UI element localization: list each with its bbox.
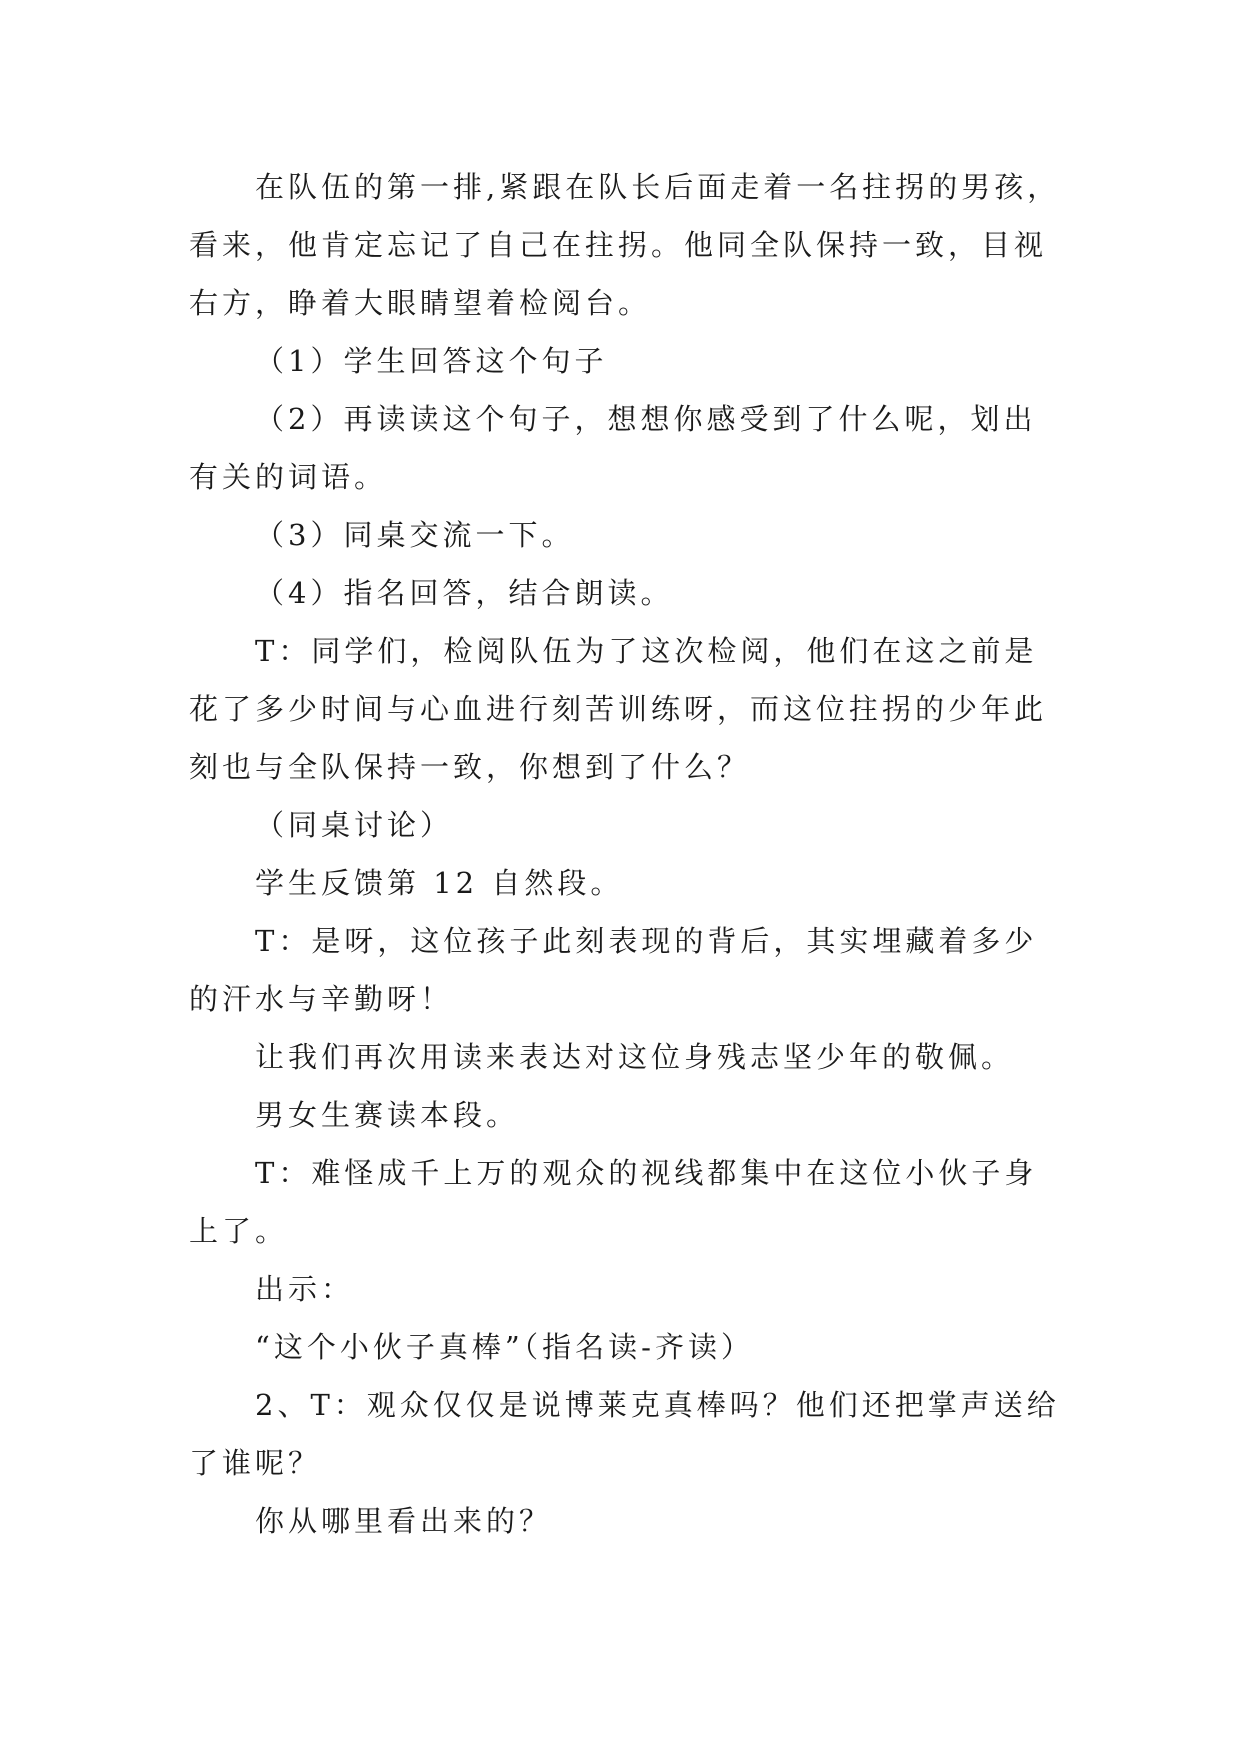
- text-line: 2、T：观众仅仅是说博莱克真棒吗？他们还把掌声送给: [255, 1388, 1060, 1422]
- paragraph-16: [189, 1492, 1089, 1550]
- paragraph-14: [189, 1318, 1089, 1376]
- text-line: 右方，睁着大眼睛望着检阅台。: [189, 286, 652, 320]
- paragraph-13: [189, 1260, 1089, 1318]
- text-line: （同桌讨论）: [255, 808, 454, 842]
- text-line: 你从哪里看出来的？: [255, 1504, 553, 1538]
- text-line: 有关的词语。: [189, 460, 388, 494]
- text-line: 了谁呢？: [189, 1446, 322, 1480]
- text-line: 出示：: [255, 1272, 355, 1306]
- text-line: 刻也与全队保持一致，你想到了什么？: [189, 750, 751, 784]
- paragraph-3: [189, 390, 1089, 506]
- text-line: 学生反馈第 12 自然段。: [255, 866, 624, 900]
- paragraph-11: [189, 1086, 1089, 1144]
- text-line: 的汗水与辛勤呀！: [189, 982, 454, 1016]
- text-line: T：是呀，这位孩子此刻表现的背后，其实埋藏着多少: [255, 924, 1038, 958]
- text-line: （1）学生回答这个句子: [255, 344, 608, 378]
- paragraph-8: [189, 854, 1089, 912]
- text-line: 花了多少时间与心血进行刻苦训练呀，而这位拄拐的少年此: [189, 692, 1048, 726]
- paragraph-9: [189, 912, 1089, 1028]
- paragraph-12: [189, 1144, 1089, 1260]
- text-line: “这个小伙子真棒”（指名读-齐读）: [255, 1330, 754, 1364]
- text-line: 看来，他肯定忘记了自己在拄拐。他同全队保持一致，目视: [189, 228, 1048, 262]
- paragraph-2: [189, 332, 1089, 390]
- paragraph-15: [189, 1376, 1089, 1492]
- text-line: （2）再读读这个句子，想想你感受到了什么呢，划出: [255, 402, 1037, 436]
- paragraph-4: [189, 506, 1089, 564]
- text-line: （3）同桌交流一下。: [255, 518, 575, 552]
- paragraph-7: [189, 796, 1089, 854]
- paragraph-10: [189, 1028, 1089, 1086]
- paragraph-6: [189, 622, 1089, 796]
- document-body: [189, 158, 1089, 1550]
- text-line: T：同学们，检阅队伍为了这次检阅，他们在这之前是: [255, 634, 1038, 668]
- text-line: （4）指名回答，结合朗读。: [255, 576, 674, 610]
- text-line: 在队伍的第一排,紧跟在队长后面走着一名拄拐的男孩，: [255, 170, 1061, 204]
- text-line: 上了。: [189, 1214, 289, 1248]
- text-line: 让我们再次用读来表达对这位身残志坚少年的敬佩。: [255, 1040, 1015, 1074]
- paragraph-1: [189, 158, 1089, 332]
- paragraph-5: [189, 564, 1089, 622]
- text-line: T：难怪成千上万的观众的视线都集中在这位小伙子身: [255, 1156, 1038, 1190]
- text-line: 男女生赛读本段。: [255, 1098, 520, 1132]
